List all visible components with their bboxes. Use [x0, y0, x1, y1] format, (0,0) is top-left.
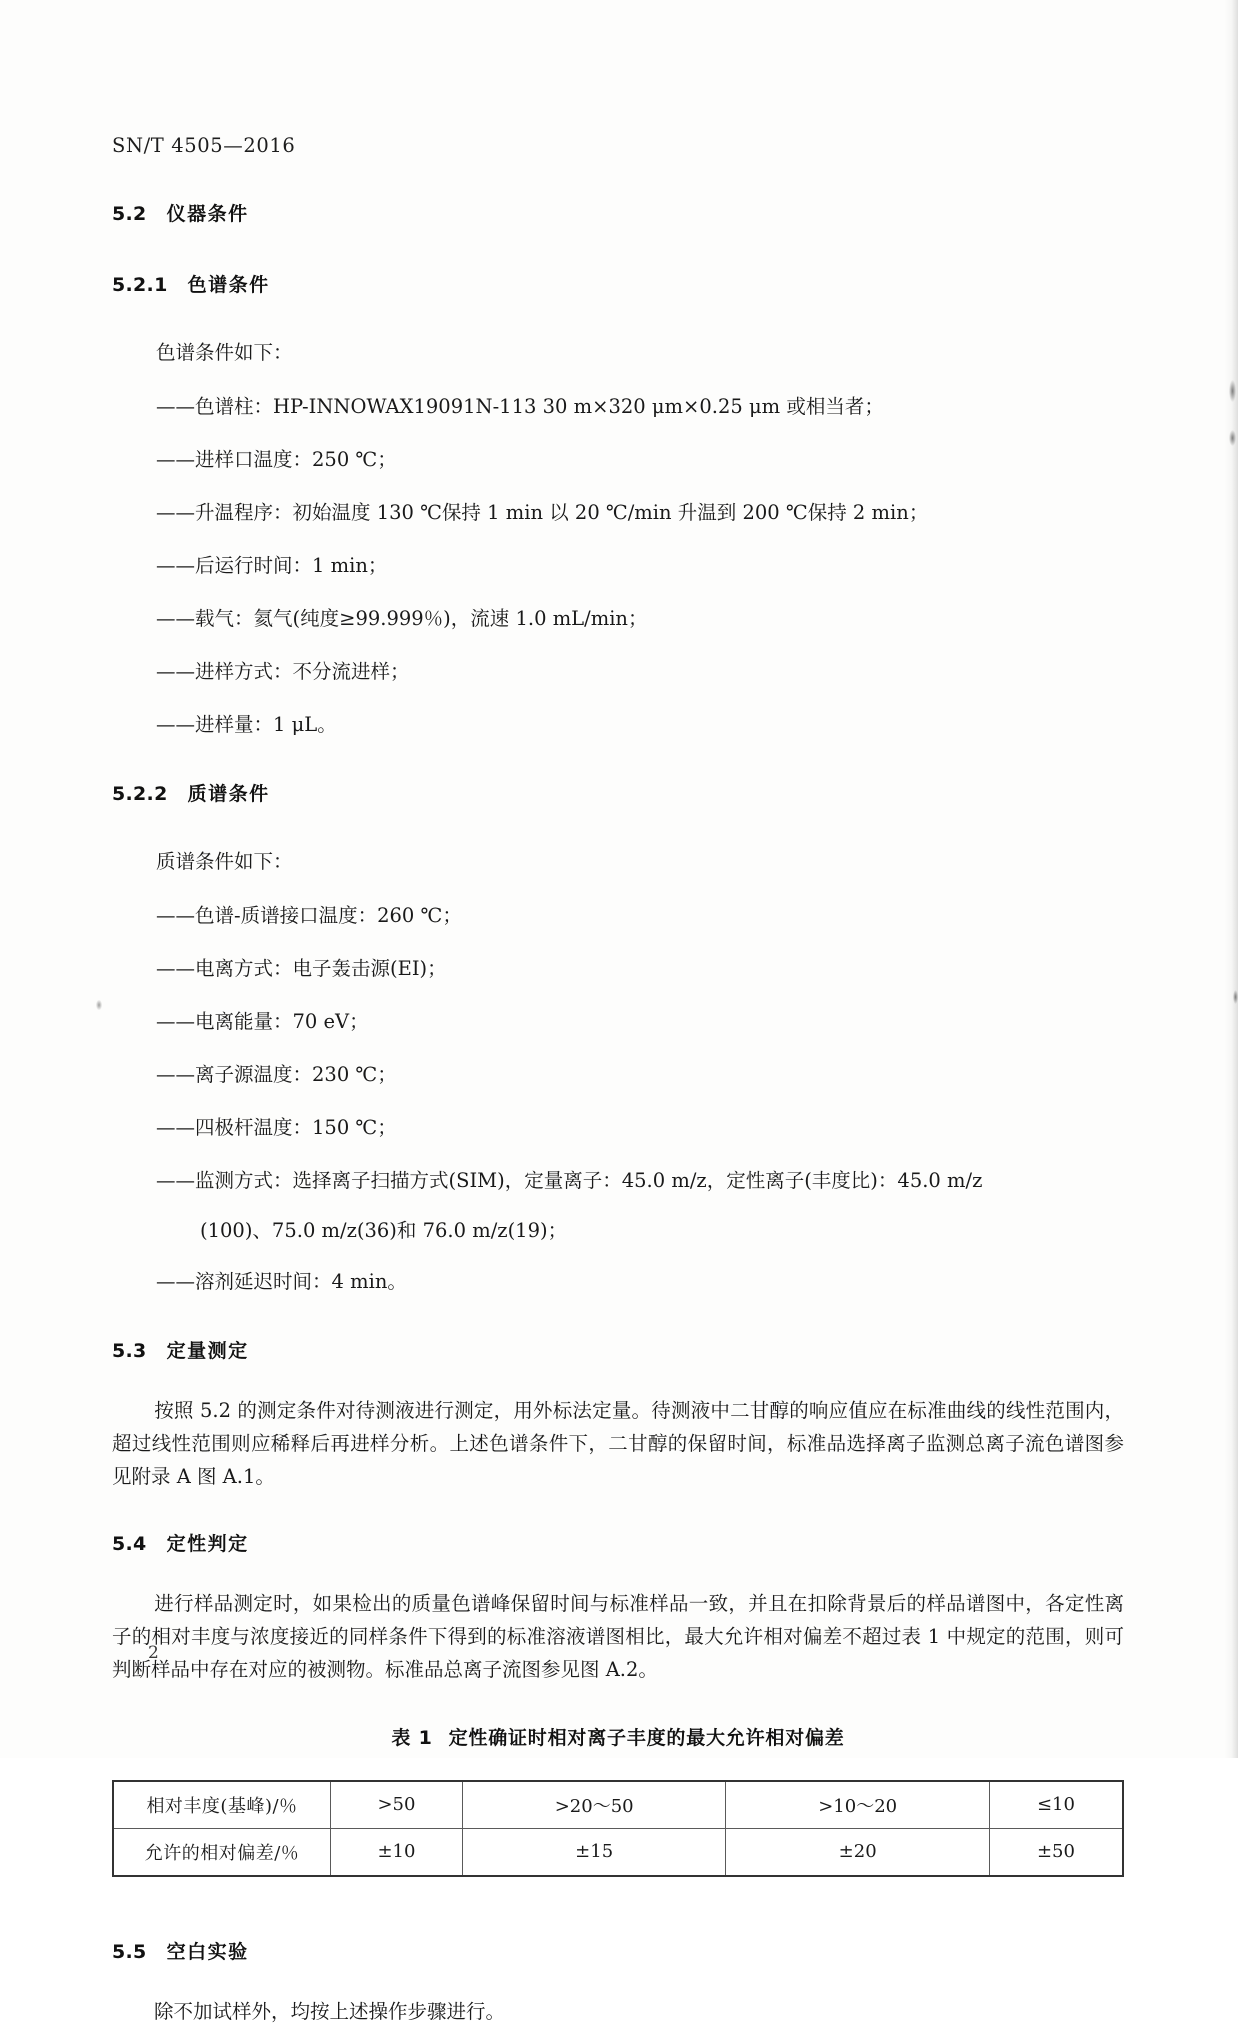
list-item: ——电离方式：电子轰击源(EI)； [112, 953, 1124, 981]
list-item-continuation: (100)、75.0 m/z(36)和 76.0 m/z(19)； [112, 1215, 1124, 1243]
list-item: ——升温程序：初始温度 130 ℃保持 1 min 以 20 ℃/min 升温到 200 ℃保持 2 min； [112, 497, 1124, 525]
list-item: ——进样方式：不分流进样； [112, 656, 1124, 684]
list-lead: 质谱条件如下： [112, 846, 1124, 874]
list-item: ——电离能量：70 eV； [112, 1006, 1124, 1034]
table-cell: >10～20 [726, 1781, 990, 1829]
relative-abundance-deviation-table [112, 1780, 1124, 1877]
table-cell: ±20 [726, 1828, 990, 1876]
table-row [113, 1828, 1123, 1876]
list-item: ——载气：氦气(纯度≥99.999％)，流速 1.0 mL/min； [112, 603, 1124, 631]
paragraph-text: 除不加试样外，均按上述操作步骤进行。 [154, 2000, 505, 2023]
heading-5-2-1 [112, 270, 1124, 297]
paragraph-5-4 [112, 1588, 1124, 1686]
paragraph-5-5 [112, 1996, 1124, 2028]
heading-title: 定性判定 [167, 1529, 249, 1556]
scan-artifact [1229, 380, 1236, 402]
heading-title: 质谱条件 [188, 779, 270, 806]
list-item: ——离子源温度：230 ℃； [112, 1059, 1124, 1087]
heading-title: 仪器条件 [167, 199, 249, 226]
heading-5-3 [112, 1336, 1124, 1363]
table-caption-label: 表 1 [391, 1727, 432, 1749]
scan-edge-shadow [1224, 0, 1238, 1758]
table-row [113, 1781, 1123, 1829]
row-header: 允许的相对偏差/％ [113, 1828, 331, 1876]
table-cell: >50 [331, 1781, 463, 1829]
heading-5-4 [112, 1529, 1124, 1556]
paragraph-5-3 [112, 1395, 1124, 1493]
heading-number: 5.2.2 [112, 783, 168, 805]
paragraph-text: 按照 5.2 的测定条件对待测液进行测定，用外标法定量。待测液中二甘醇的响应值应在标准曲线的线性范围内，超过线性范围则应稀释后再进样分析。上述色谱条件下，二甘醇的保留时间，标准品选择离子监测总离子流色谱图参见附录 A 图 A.1。 [112, 1399, 1124, 1488]
heading-number: 5.2 [112, 203, 147, 225]
heading-number: 5.4 [112, 1533, 147, 1555]
table-cell: ±50 [989, 1828, 1123, 1876]
heading-5-5 [112, 1937, 1124, 1964]
table-cell: >20～50 [462, 1781, 726, 1829]
chromatography-conditions-list [112, 337, 1124, 737]
ms-conditions-list [112, 846, 1124, 1294]
list-item: ——色谱柱：HP-INNOWAX19091N-113 30 m×320 μm×0.25 μm 或相当者； [112, 391, 1124, 419]
heading-number: 5.2.1 [112, 274, 168, 296]
list-item: ——进样量：1 μL。 [112, 709, 1124, 737]
list-item: ——进样口温度：250 ℃； [112, 444, 1124, 472]
scan-artifact [1233, 990, 1238, 1004]
table-cell: ±15 [462, 1828, 726, 1876]
table-caption-text: 定性确证时相对离子丰度的最大允许相对偏差 [449, 1727, 845, 1749]
list-item: ——四极杆温度：150 ℃； [112, 1112, 1124, 1140]
running-header: SN/T 4505—2016 [112, 134, 1124, 157]
scan-artifact [96, 1000, 102, 1010]
heading-title: 定量测定 [167, 1336, 249, 1363]
heading-5-2-2 [112, 779, 1124, 806]
table-cell: ±10 [331, 1828, 463, 1876]
page-content [112, 0, 1124, 2028]
table-caption [112, 1723, 1124, 1750]
heading-number: 5.3 [112, 1340, 147, 1362]
heading-number: 5.5 [112, 1941, 147, 1963]
table-cell: ≤10 [989, 1781, 1123, 1829]
paragraph-text: 进行样品测定时，如果检出的质量色谱峰保留时间与标准样品一致，并且在扣除背景后的样品谱图中，各定性离子的相对丰度与浓度接近的同样条件下得到的标准溶液谱图相比，最大允许相对偏差不超过表 1 中规定的范围，则可判断样品中存在对应的被测物。标准品总离子流图参见图 A.2。 [112, 1592, 1124, 1681]
scan-artifact [1229, 430, 1236, 446]
page-number: 2 [148, 1643, 159, 1663]
list-lead: 色谱条件如下： [112, 337, 1124, 365]
list-item: ——后运行时间：1 min； [112, 550, 1124, 578]
list-item: ——色谱-质谱接口温度：260 ℃； [112, 900, 1124, 928]
list-item: ——溶剂延迟时间：4 min。 [112, 1266, 1124, 1294]
heading-title: 空白实验 [167, 1937, 249, 1964]
row-header: 相对丰度(基峰)/％ [113, 1781, 331, 1829]
heading-title: 色谱条件 [188, 270, 270, 297]
heading-5-2 [112, 199, 1124, 226]
list-item: ——监测方式：选择离子扫描方式(SIM)，定量离子：45.0 m/z，定性离子(丰度比)：45.0 m/z [112, 1165, 1124, 1193]
